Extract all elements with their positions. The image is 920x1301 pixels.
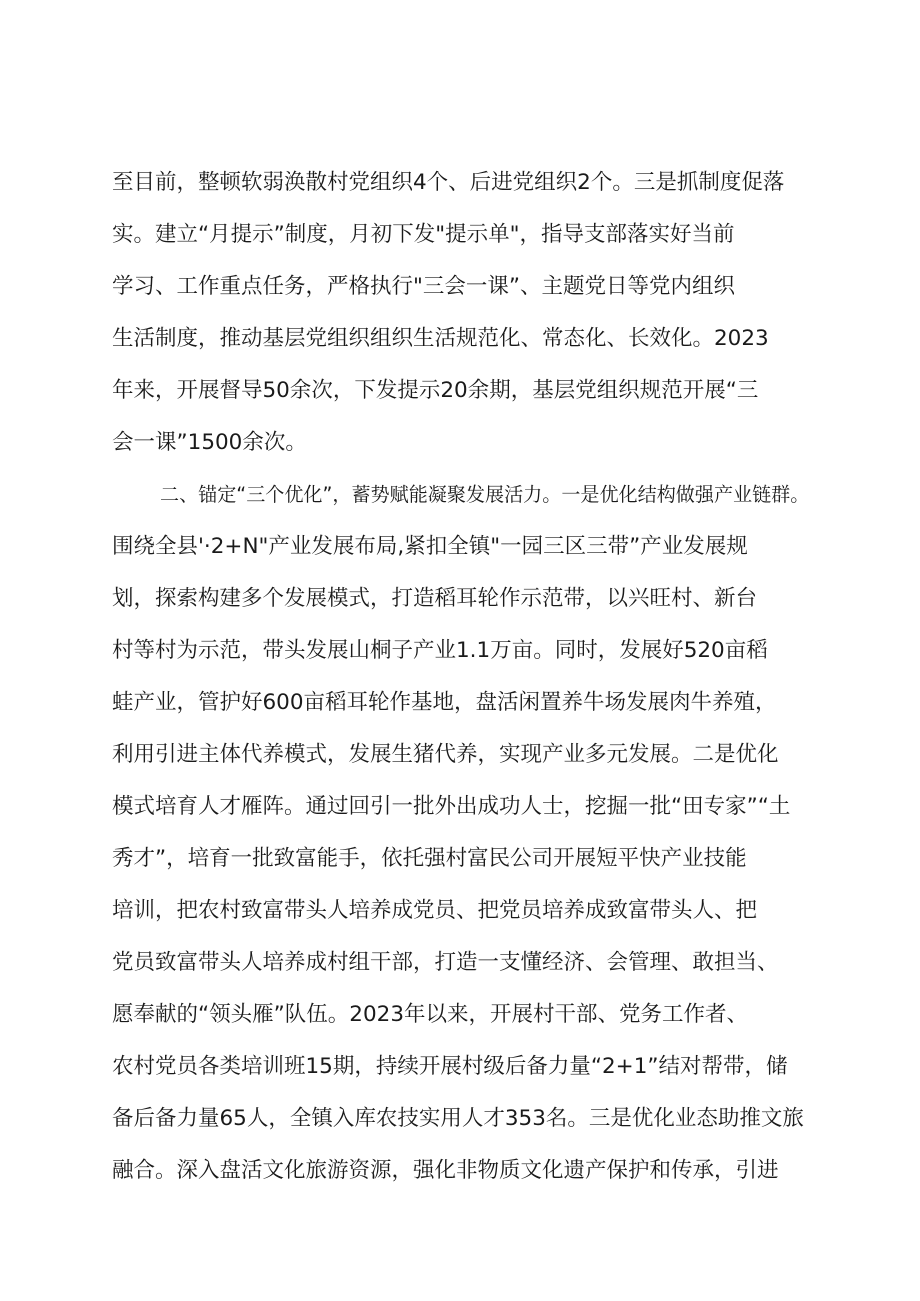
line-text: 愿奉献的“领头雁”队伍。2023年以来，开展村干部、党务工作者、 — [112, 1002, 748, 1027]
line-text: 实。建立“月提示”制度，月初下发"提示单"，指导支部落实好当前 — [112, 222, 735, 247]
line-text: 学习、工作重点任务，严格执行"三会一课”、主题党日等党内组织 — [112, 274, 736, 299]
line-text: 模式培育人才雁阵。通过回引一批外出成功人士，挖掘一批“田专家”“土 — [112, 794, 791, 819]
line-text: 二、锚定“三个优化”，蓄势赋能凝聚发展活力。一是优化结构做强产业链群。 — [160, 483, 810, 506]
text-line — [0, 1151, 920, 1191]
text-line — [0, 735, 920, 775]
text-line — [0, 371, 920, 411]
line-text: 利用引进主体代养模式，发展生猪代养，实现产业多元发展。二是优化 — [112, 742, 779, 767]
text-line — [0, 683, 920, 723]
text-line — [0, 891, 920, 931]
line-text: 村等村为示范，带头发展山桐子产业1.1万亩。同时，发展好520亩稻 — [112, 638, 768, 663]
line-text: 农村党员各类培训班15期，持续开展村级后备力量“2+1”结对帮带，储 — [112, 1054, 788, 1079]
line-text: 会一课”1500余次。 — [112, 430, 307, 455]
text-line — [0, 423, 920, 463]
text-line — [0, 631, 920, 671]
text-line — [0, 267, 920, 307]
line-text: 党员致富带头人培养成村组干部，打造一支懂经济、会管理、敢担当、 — [112, 950, 779, 975]
text-line — [0, 163, 920, 203]
text-line — [0, 475, 920, 515]
line-text: 融合。深入盘活文化旅游资源，强化非物质文化遗产保护和传承，引进 — [112, 1158, 779, 1183]
text-line — [0, 943, 920, 983]
text-line — [0, 787, 920, 827]
line-text: 培训，把农村致富带头人培养成党员、把党员培养成致富带头人、把 — [112, 898, 758, 923]
text-line — [0, 319, 920, 359]
text-line — [0, 215, 920, 255]
line-text: 秀才”，培育一批致富能手，依托强村富民公司开展短平快产业技能 — [112, 846, 747, 871]
line-text: 蛙产业，管护好600亩稻耳轮作基地，盘活闲置养牛场发展肉牛养殖， — [112, 690, 777, 715]
line-text: 划，探索构建多个发展模式，打造稻耳轮作示范带，以兴旺村、新台 — [112, 586, 758, 611]
text-line — [0, 527, 920, 567]
text-line — [0, 995, 920, 1035]
line-text: 年来，开展督导50余次，下发提示20余期，基层党组织规范开展“三 — [112, 378, 759, 403]
line-text: 生活制度，推动基层党组织组织生活规范化、常态化、长效化。2023 — [112, 326, 769, 351]
text-line — [0, 1047, 920, 1087]
text-line — [0, 579, 920, 619]
line-text: 备后备力量65人，全镇入库农技实用人才353名。三是优化业态助推文旅 — [112, 1106, 804, 1131]
text-line — [0, 839, 920, 879]
text-line — [0, 1099, 920, 1139]
line-text: 围绕全县'·2+N"产业发展布局,紧扣全镇"一园三区三带”产业发展规 — [112, 534, 748, 559]
line-text: 至目前，整顿软弱涣散村党组织4个、后进党组织2个。三是抓制度促落 — [112, 170, 785, 195]
